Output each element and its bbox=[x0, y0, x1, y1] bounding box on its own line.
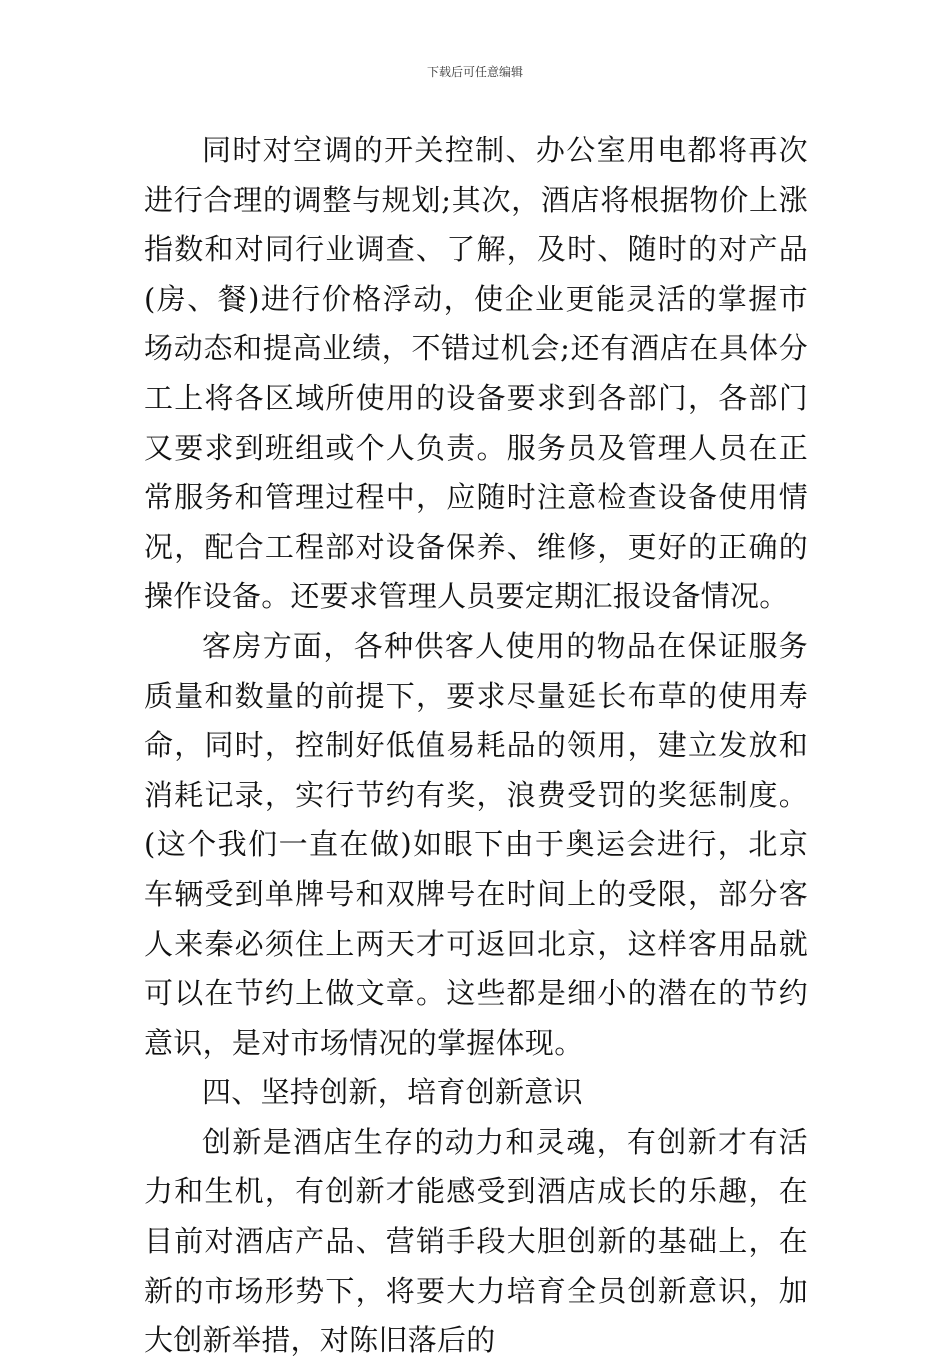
section-heading-innovation: 四、坚持创新，培育创新意识 bbox=[202, 1075, 583, 1110]
body-paragraph-innovation: 创新是酒店生存的动力和灵魂，有创新才有活力和生机，有创新才能感受到酒店成长的乐趣，在目前对酒店产品、营销手段大胆创新的基础上，在新的市场形势下，将要大力培育全员创新意识，加大创新举措，对陈旧落后的 bbox=[144, 1124, 808, 1358]
body-paragraph-housekeeping: 客房方面，各种供客人使用的物品在保证服务质量和数量的前提下，要求尽量延长布草的使用寿命，同时，控制好低值易耗品的领用，建立发放和消耗记录，实行节约有奖，浪费受罚的奖惩制度。(这个我们一直在做)如眼下由于奥运会进行，北京车辆受到单牌号和双牌号在时间上的受限，部分客人来秦必须住上两天才可返回北京，这样客用品就可以在节约上做文章。这些都是细小的潜在的节约意识，是对市场情况的掌握体现。 bbox=[144, 628, 808, 1060]
page-header-note: 下载后可任意编辑 bbox=[426, 65, 523, 79]
document-body bbox=[144, 126, 808, 1366]
body-paragraph-equipment: 同时对空调的开关控制、办公室用电都将再次进行合理的调整与规划;其次，酒店将根据物价上涨指数和对同行业调查、了解，及时、随时的对产品(房、餐)进行价格浮动，使企业更能灵活的掌握市场动态和提高业绩，不错过机会;还有酒店在具体分工上将各区域所使用的设备要求到各部门，各部门又要求到班组或个人负责。服务员及管理人员在正常服务和管理过程中，应随时注意检查设备使用情况，配合工程部对设备保养、维修，更好的正确的操作设备。还要求管理人员要定期汇报设备情况。 bbox=[144, 133, 808, 614]
